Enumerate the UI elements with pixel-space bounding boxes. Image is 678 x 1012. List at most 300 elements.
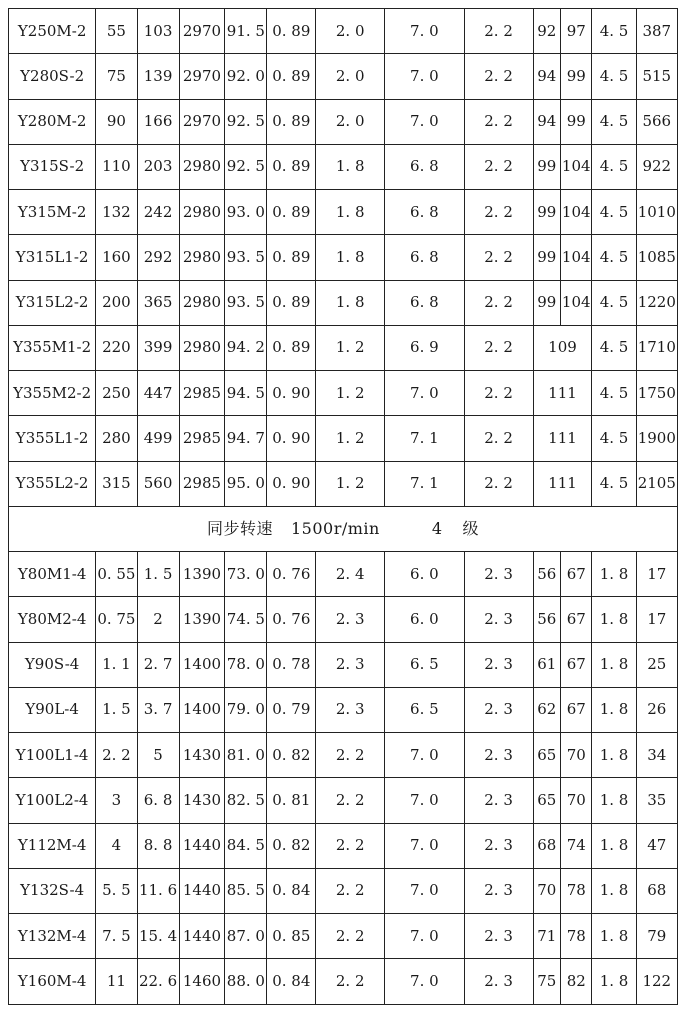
model-cell: Y132M-4 — [9, 914, 96, 959]
model-cell: Y315L1-2 — [9, 235, 96, 280]
value-cell: 68 — [533, 823, 561, 868]
value-cell: 67 — [561, 642, 592, 687]
value-cell: 1390 — [179, 552, 225, 597]
table-row — [9, 687, 678, 732]
value-cell: 71 — [533, 914, 561, 959]
value-cell: 1. 2 — [316, 416, 385, 461]
table-row — [9, 371, 678, 416]
value-cell: 92. 5 — [225, 99, 267, 144]
value-cell: 6. 0 — [385, 597, 464, 642]
section-pole-unit: 级 — [462, 518, 480, 538]
value-cell: 1. 8 — [592, 959, 636, 1004]
value-cell: 0. 89 — [267, 190, 316, 235]
value-cell: 2. 2 — [316, 778, 385, 823]
value-cell: 0. 89 — [267, 144, 316, 189]
value-cell: 0. 78 — [267, 642, 316, 687]
value-cell: 6. 8 — [385, 235, 464, 280]
value-cell: 2. 3 — [464, 597, 533, 642]
value-cell: 2. 2 — [316, 959, 385, 1004]
model-cell: Y100L1-4 — [9, 733, 96, 778]
value-cell: 68 — [636, 868, 677, 913]
model-cell: Y160M-4 — [9, 959, 96, 1004]
value-cell: 1220 — [636, 280, 677, 325]
value-cell: 0. 89 — [267, 235, 316, 280]
value-cell: 200 — [96, 280, 137, 325]
table-body-2-pole — [9, 9, 678, 507]
value-cell: 2. 3 — [464, 959, 533, 1004]
value-cell: 365 — [137, 280, 179, 325]
value-cell: 1. 8 — [316, 190, 385, 235]
value-cell: 7. 1 — [385, 416, 464, 461]
value-cell: 0. 90 — [267, 416, 316, 461]
value-cell: 1. 2 — [316, 371, 385, 416]
value-cell: 7. 0 — [385, 54, 464, 99]
value-cell: 26 — [636, 687, 677, 732]
value-cell: 1400 — [179, 687, 225, 732]
value-cell: 399 — [137, 325, 179, 370]
value-cell: 94 — [533, 99, 561, 144]
value-cell: 2. 2 — [464, 371, 533, 416]
value-cell: 7. 1 — [385, 461, 464, 506]
value-cell: 2985 — [179, 416, 225, 461]
value-cell: 122 — [636, 959, 677, 1004]
value-cell: 5 — [137, 733, 179, 778]
value-cell: 0. 90 — [267, 461, 316, 506]
value-cell: 560 — [137, 461, 179, 506]
model-cell: Y112M-4 — [9, 823, 96, 868]
value-cell: 2. 3 — [316, 687, 385, 732]
value-cell: 2. 3 — [464, 733, 533, 778]
value-cell: 6. 8 — [385, 280, 464, 325]
value-cell: 0. 84 — [267, 868, 316, 913]
value-cell: 515 — [636, 54, 677, 99]
model-cell: Y315L2-2 — [9, 280, 96, 325]
section-row — [9, 506, 678, 551]
value-cell: 3. 7 — [137, 687, 179, 732]
value-cell: 88. 0 — [225, 959, 267, 1004]
value-cell: 4. 5 — [592, 235, 636, 280]
value-cell: 2980 — [179, 235, 225, 280]
value-cell: 0. 82 — [267, 823, 316, 868]
value-cell: 7. 0 — [385, 823, 464, 868]
value-cell: 92 — [533, 9, 561, 54]
value-cell: 6. 9 — [385, 325, 464, 370]
value-cell: 4. 5 — [592, 461, 636, 506]
value-cell: 0. 89 — [267, 54, 316, 99]
value-cell: 7. 0 — [385, 733, 464, 778]
value-cell: 0. 89 — [267, 9, 316, 54]
value-cell: 78 — [561, 868, 592, 913]
value-cell: 7. 0 — [385, 99, 464, 144]
value-cell: 2105 — [636, 461, 677, 506]
value-cell: 93. 5 — [225, 235, 267, 280]
value-cell: 2. 2 — [464, 416, 533, 461]
value-cell: 280 — [96, 416, 137, 461]
value-cell: 11 — [96, 959, 137, 1004]
value-cell: 0. 55 — [96, 552, 137, 597]
value-cell: 79 — [636, 914, 677, 959]
value-cell: 0. 89 — [267, 280, 316, 325]
value-cell: 2. 2 — [464, 144, 533, 189]
value-cell: 2. 3 — [464, 868, 533, 913]
value-cell: 111 — [533, 416, 592, 461]
value-cell: 109 — [533, 325, 592, 370]
value-cell: 2. 2 — [464, 235, 533, 280]
table-row — [9, 190, 678, 235]
value-cell: 2985 — [179, 461, 225, 506]
value-cell: 4. 5 — [592, 280, 636, 325]
value-cell: 6. 5 — [385, 642, 464, 687]
value-cell: 74 — [561, 823, 592, 868]
section-header — [9, 506, 678, 551]
model-cell: Y315M-2 — [9, 190, 96, 235]
value-cell: 62 — [533, 687, 561, 732]
value-cell: 242 — [137, 190, 179, 235]
value-cell: 499 — [137, 416, 179, 461]
value-cell: 104 — [561, 144, 592, 189]
value-cell: 1010 — [636, 190, 677, 235]
value-cell: 95. 0 — [225, 461, 267, 506]
value-cell: 1390 — [179, 597, 225, 642]
value-cell: 0. 85 — [267, 914, 316, 959]
value-cell: 2970 — [179, 99, 225, 144]
value-cell: 17 — [636, 597, 677, 642]
value-cell: 4. 5 — [592, 99, 636, 144]
value-cell: 6. 0 — [385, 552, 464, 597]
value-cell: 17 — [636, 552, 677, 597]
value-cell: 1430 — [179, 778, 225, 823]
value-cell: 139 — [137, 54, 179, 99]
value-cell: 2. 3 — [316, 642, 385, 687]
value-cell: 104 — [561, 235, 592, 280]
table-row — [9, 823, 678, 868]
table-row — [9, 235, 678, 280]
value-cell: 4. 5 — [592, 371, 636, 416]
section-speed: 1500r/min — [290, 518, 380, 538]
model-cell: Y315S-2 — [9, 144, 96, 189]
table-row — [9, 959, 678, 1004]
value-cell: 166 — [137, 99, 179, 144]
value-cell: 387 — [636, 9, 677, 54]
value-cell: 2970 — [179, 54, 225, 99]
value-cell: 447 — [137, 371, 179, 416]
value-cell: 67 — [561, 597, 592, 642]
value-cell: 99 — [533, 190, 561, 235]
value-cell: 104 — [561, 190, 592, 235]
value-cell: 2. 2 — [316, 733, 385, 778]
value-cell: 2. 2 — [96, 733, 137, 778]
value-cell: 6. 8 — [137, 778, 179, 823]
value-cell: 2. 2 — [464, 461, 533, 506]
value-cell: 99 — [533, 235, 561, 280]
value-cell: 61 — [533, 642, 561, 687]
section-heading-cell — [9, 506, 678, 551]
value-cell: 1. 8 — [592, 642, 636, 687]
value-cell: 78 — [561, 914, 592, 959]
value-cell: 90 — [96, 99, 137, 144]
value-cell: 2. 2 — [464, 190, 533, 235]
value-cell: 132 — [96, 190, 137, 235]
model-cell: Y355L1-2 — [9, 416, 96, 461]
model-cell: Y250M-2 — [9, 9, 96, 54]
value-cell: 74. 5 — [225, 597, 267, 642]
value-cell: 922 — [636, 144, 677, 189]
value-cell: 4. 5 — [592, 9, 636, 54]
value-cell: 4 — [96, 823, 137, 868]
value-cell: 65 — [533, 778, 561, 823]
value-cell: 56 — [533, 552, 561, 597]
table-row — [9, 733, 678, 778]
table-body-4-pole — [9, 552, 678, 1005]
value-cell: 93. 0 — [225, 190, 267, 235]
value-cell: 99 — [533, 280, 561, 325]
value-cell: 4. 5 — [592, 190, 636, 235]
value-cell: 1. 5 — [96, 687, 137, 732]
value-cell: 0. 90 — [267, 371, 316, 416]
model-cell: Y280M-2 — [9, 99, 96, 144]
model-cell: Y280S-2 — [9, 54, 96, 99]
value-cell: 2980 — [179, 280, 225, 325]
value-cell: 92. 5 — [225, 144, 267, 189]
value-cell: 2. 0 — [316, 9, 385, 54]
table-row — [9, 144, 678, 189]
value-cell: 92. 0 — [225, 54, 267, 99]
value-cell: 2. 3 — [464, 642, 533, 687]
value-cell: 34 — [636, 733, 677, 778]
value-cell: 1. 8 — [592, 823, 636, 868]
value-cell: 2. 2 — [316, 823, 385, 868]
value-cell: 94. 2 — [225, 325, 267, 370]
value-cell: 94 — [533, 54, 561, 99]
value-cell: 5. 5 — [96, 868, 137, 913]
value-cell: 4. 5 — [592, 144, 636, 189]
value-cell: 1440 — [179, 914, 225, 959]
value-cell: 2970 — [179, 9, 225, 54]
value-cell: 35 — [636, 778, 677, 823]
value-cell: 1440 — [179, 868, 225, 913]
value-cell: 7. 5 — [96, 914, 137, 959]
table-row — [9, 914, 678, 959]
value-cell: 1. 1 — [96, 642, 137, 687]
value-cell: 1. 8 — [592, 733, 636, 778]
value-cell: 2. 2 — [316, 914, 385, 959]
model-cell: Y132S-4 — [9, 868, 96, 913]
value-cell: 2. 2 — [464, 9, 533, 54]
value-cell: 91. 5 — [225, 9, 267, 54]
value-cell: 6. 8 — [385, 144, 464, 189]
value-cell: 2. 2 — [464, 280, 533, 325]
value-cell: 1085 — [636, 235, 677, 280]
value-cell: 93. 5 — [225, 280, 267, 325]
value-cell: 1. 8 — [592, 597, 636, 642]
value-cell: 99 — [533, 144, 561, 189]
value-cell: 99 — [561, 54, 592, 99]
table-row — [9, 868, 678, 913]
value-cell: 0. 79 — [267, 687, 316, 732]
table-row — [9, 99, 678, 144]
value-cell: 315 — [96, 461, 137, 506]
table-row — [9, 9, 678, 54]
value-cell: 1710 — [636, 325, 677, 370]
value-cell: 1. 8 — [592, 868, 636, 913]
value-cell: 110 — [96, 144, 137, 189]
value-cell: 94. 5 — [225, 371, 267, 416]
value-cell: 250 — [96, 371, 137, 416]
value-cell: 97 — [561, 9, 592, 54]
value-cell: 81. 0 — [225, 733, 267, 778]
value-cell: 85. 5 — [225, 868, 267, 913]
value-cell: 0. 89 — [267, 99, 316, 144]
value-cell: 22. 6 — [137, 959, 179, 1004]
model-cell: Y80M2-4 — [9, 597, 96, 642]
value-cell: 2 — [137, 597, 179, 642]
value-cell: 56 — [533, 597, 561, 642]
section-poles: 4 — [431, 518, 443, 538]
model-cell: Y355M1-2 — [9, 325, 96, 370]
value-cell: 111 — [533, 371, 592, 416]
value-cell: 1. 8 — [592, 914, 636, 959]
value-cell: 0. 76 — [267, 552, 316, 597]
value-cell: 67 — [561, 552, 592, 597]
value-cell: 2. 3 — [316, 597, 385, 642]
value-cell: 55 — [96, 9, 137, 54]
value-cell: 2. 3 — [464, 914, 533, 959]
value-cell: 82 — [561, 959, 592, 1004]
table-row — [9, 325, 678, 370]
table-row — [9, 54, 678, 99]
value-cell: 82. 5 — [225, 778, 267, 823]
value-cell: 1400 — [179, 642, 225, 687]
value-cell: 7. 0 — [385, 914, 464, 959]
model-cell: Y90S-4 — [9, 642, 96, 687]
value-cell: 75 — [533, 959, 561, 1004]
value-cell: 84. 5 — [225, 823, 267, 868]
table-row — [9, 280, 678, 325]
value-cell: 0. 75 — [96, 597, 137, 642]
value-cell: 0. 84 — [267, 959, 316, 1004]
value-cell: 2980 — [179, 144, 225, 189]
value-cell: 4. 5 — [592, 416, 636, 461]
value-cell: 0. 82 — [267, 733, 316, 778]
section-label: 同步转速 — [206, 518, 273, 538]
value-cell: 2. 4 — [316, 552, 385, 597]
value-cell: 6. 8 — [385, 190, 464, 235]
value-cell: 220 — [96, 325, 137, 370]
value-cell: 70 — [533, 868, 561, 913]
value-cell: 2980 — [179, 190, 225, 235]
value-cell: 73. 0 — [225, 552, 267, 597]
value-cell: 70 — [561, 733, 592, 778]
value-cell: 2. 3 — [464, 823, 533, 868]
value-cell: 6. 5 — [385, 687, 464, 732]
value-cell: 3 — [96, 778, 137, 823]
value-cell: 87. 0 — [225, 914, 267, 959]
value-cell: 1. 8 — [592, 687, 636, 732]
value-cell: 160 — [96, 235, 137, 280]
model-cell: Y355L2-2 — [9, 461, 96, 506]
value-cell: 1. 5 — [137, 552, 179, 597]
value-cell: 1. 2 — [316, 461, 385, 506]
value-cell: 67 — [561, 687, 592, 732]
value-cell: 2. 3 — [464, 552, 533, 597]
value-cell: 65 — [533, 733, 561, 778]
value-cell: 0. 89 — [267, 325, 316, 370]
value-cell: 1. 8 — [592, 778, 636, 823]
value-cell: 7. 0 — [385, 9, 464, 54]
model-cell: Y100L2-4 — [9, 778, 96, 823]
value-cell: 1. 8 — [592, 552, 636, 597]
value-cell: 2. 2 — [464, 325, 533, 370]
value-cell: 4. 5 — [592, 325, 636, 370]
value-cell: 2. 3 — [464, 778, 533, 823]
value-cell: 8. 8 — [137, 823, 179, 868]
value-cell: 1. 8 — [316, 235, 385, 280]
value-cell: 1900 — [636, 416, 677, 461]
table-row — [9, 416, 678, 461]
value-cell: 104 — [561, 280, 592, 325]
value-cell: 2. 2 — [464, 99, 533, 144]
value-cell: 78. 0 — [225, 642, 267, 687]
value-cell: 103 — [137, 9, 179, 54]
table-row — [9, 778, 678, 823]
value-cell: 7. 0 — [385, 868, 464, 913]
model-cell: Y80M1-4 — [9, 552, 96, 597]
value-cell: 1440 — [179, 823, 225, 868]
value-cell: 1460 — [179, 959, 225, 1004]
value-cell: 2. 2 — [316, 868, 385, 913]
value-cell: 79. 0 — [225, 687, 267, 732]
value-cell: 2. 2 — [464, 54, 533, 99]
value-cell: 1750 — [636, 371, 677, 416]
value-cell: 94. 7 — [225, 416, 267, 461]
value-cell: 15. 4 — [137, 914, 179, 959]
value-cell: 4. 5 — [592, 54, 636, 99]
value-cell: 0. 81 — [267, 778, 316, 823]
value-cell: 292 — [137, 235, 179, 280]
value-cell: 2985 — [179, 371, 225, 416]
value-cell: 70 — [561, 778, 592, 823]
value-cell: 0. 76 — [267, 597, 316, 642]
value-cell: 11. 6 — [137, 868, 179, 913]
value-cell: 2. 0 — [316, 99, 385, 144]
model-cell: Y90L-4 — [9, 687, 96, 732]
motor-spec-table — [8, 8, 678, 1005]
value-cell: 111 — [533, 461, 592, 506]
value-cell: 25 — [636, 642, 677, 687]
table-row — [9, 642, 678, 687]
value-cell: 7. 0 — [385, 959, 464, 1004]
value-cell: 75 — [96, 54, 137, 99]
table-row — [9, 461, 678, 506]
model-cell: Y355M2-2 — [9, 371, 96, 416]
value-cell: 2. 7 — [137, 642, 179, 687]
value-cell: 2980 — [179, 325, 225, 370]
value-cell: 99 — [561, 99, 592, 144]
value-cell: 47 — [636, 823, 677, 868]
value-cell: 566 — [636, 99, 677, 144]
value-cell: 7. 0 — [385, 371, 464, 416]
table-row — [9, 552, 678, 597]
value-cell: 1430 — [179, 733, 225, 778]
value-cell: 7. 0 — [385, 778, 464, 823]
value-cell: 1. 8 — [316, 280, 385, 325]
value-cell: 2. 0 — [316, 54, 385, 99]
value-cell: 1. 8 — [316, 144, 385, 189]
table-row — [9, 597, 678, 642]
value-cell: 203 — [137, 144, 179, 189]
value-cell: 1. 2 — [316, 325, 385, 370]
value-cell: 2. 3 — [464, 687, 533, 732]
